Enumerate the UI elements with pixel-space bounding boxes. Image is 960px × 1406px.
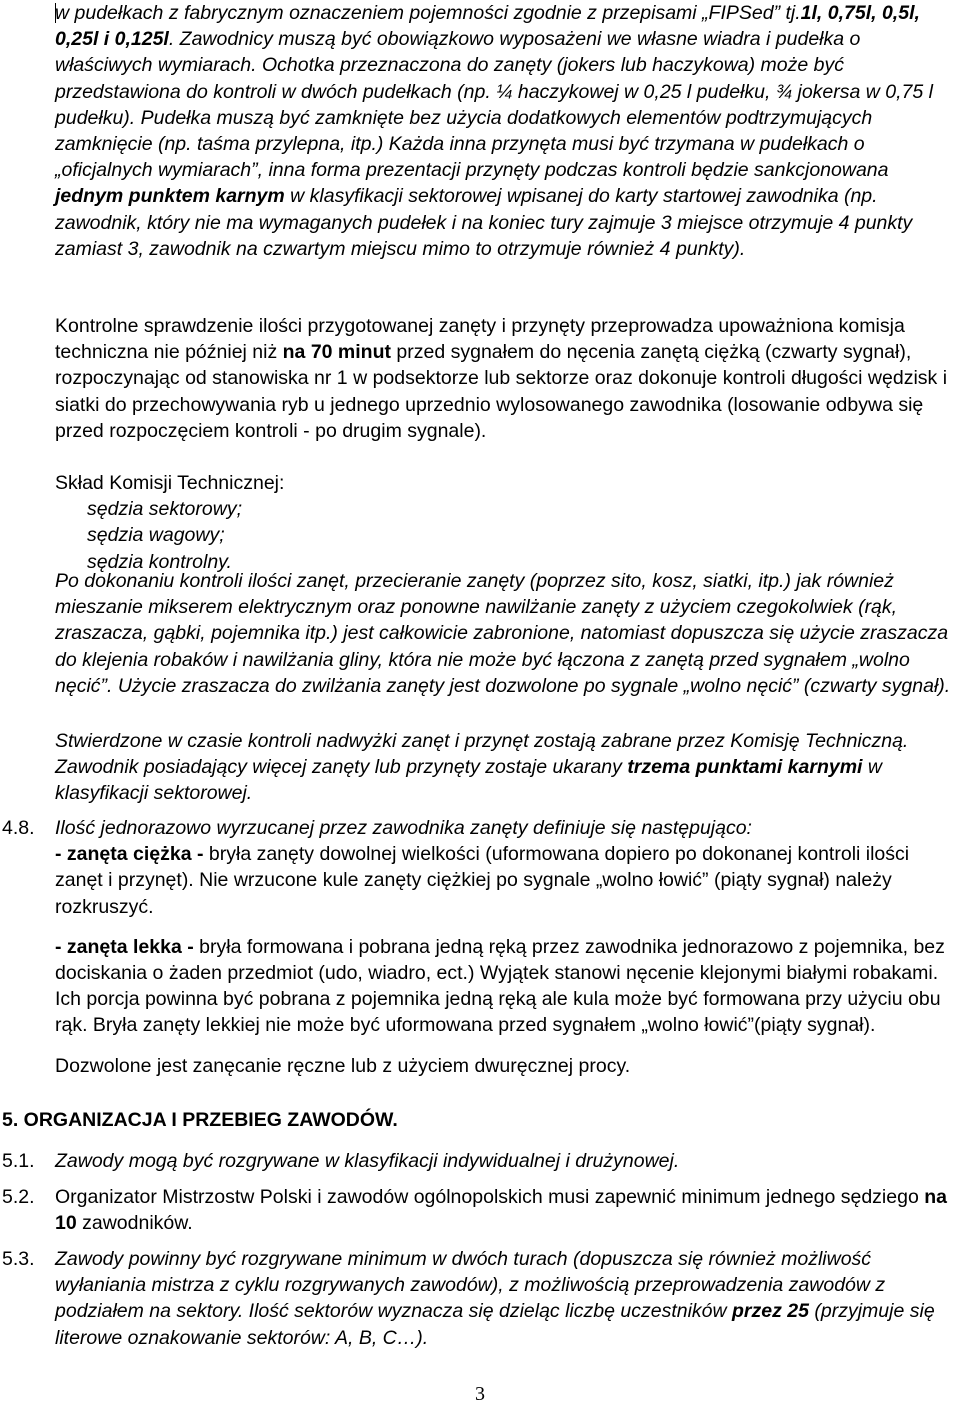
paragraph-surplus: Stwierdzone w czasie kontroli nadwyżki zanęt i przynęt zostają zabrane przez Komisję Techniczną. Zawodnik posiadający więcej zanęty lub przynęty zostaje ukarany trzema punktami karnymi w klasyfikacji sektorowej. bbox=[55, 730, 909, 805]
section-number: 5.2. bbox=[2, 1186, 35, 1208]
paragraph-control-check: Kontrolne sprawdzenie ilości przygotowanej zanęty i przynęty przeprowadza upoważniona komisja techniczna nie później niż na 70 minut przed sygnałem do nęcenia zanętą ciężką (czwarty sygnał), rozpoczynając od stanowiska nr 1 w podsektorze lub sektorze oraz dokonuje kontroli długości wędzisk i siatki do przechowywania ryb u jednego uprzednio wylosowanego zawodnika (losowanie odbywa się przed rozpoczęciem kontroli - po drugim sygnale). bbox=[55, 315, 948, 442]
paragraph-boxes: w pudełkach z fabrycznym oznaczeniem pojemności zgodnie z przepisami „FIPSed” tj.1l, 0,75l, 0,5l, 0,25l i 0,125l. Zawodnicy muszą być obowiązkowo wyposażeni we własne wiadra i pudełka o właściwych wymiarach. Ochotka przeznaczona do zanęty (jokers lub haczykowa) może być przedstawiona do kontroli w dwóch pudełkach (np. ¼ haczykowej w 0,25 l pudełku, ¾ jokersa w 0,75 l pudełku). Pudełka muszą być zamknięte bez użycia dodatkowych elementów podtrzymujących zamknięcie (np. taśma przylepna, itp.) Każda inna przynęta musi być trzymana w pudełkach o „oficjalnych wymiarach”, inna forma prezentacji przynęty podczas kontroli będzie sankcjonowana jednym punktem karnym w klasyfikacji sektorowej wpisanej do karty startowej zawodnika (np. zawodnik, który nie ma wymaganych pudełek i na koniec tury zajmuje 3 miejsce otrzymuje 4 punkty zamiast 3, zawodnik na czwartym miejscu mimo to otrzymuje również 4 punkty). bbox=[55, 2, 933, 260]
commission-title: Skład Komisji Technicznej: bbox=[55, 472, 285, 494]
heavy-groundbait: - zanęta ciężka - bryła zanęty dowolnej wielkości (uformowana dopiero po dokonanej kontroli ilości zanęt i przynęt). Nie wrzucone kule zanęty ciężkiej po sygnale „wolno łowić” (piąty sygnał) należy rozkruszyć. bbox=[55, 843, 910, 918]
section-5-1: Zawody mogą być rozgrywane w klasyfikacji indywidualnej i drużynowej. bbox=[55, 1150, 680, 1172]
list-item: sędzia wagowy; bbox=[87, 524, 225, 547]
section-intro: Ilość jednorazowo wyrzucanej przez zawodnika zanęty definiuje się następująco: bbox=[55, 817, 752, 839]
section-5-2: Organizator Mistrzostw Polski i zawodów ogólnopolskich musi zapewnić minimum jednego sędziego na 10 zawodników. bbox=[55, 1186, 947, 1235]
section-number: 4.8. bbox=[2, 817, 35, 839]
section-number: 5.1. bbox=[2, 1150, 35, 1172]
manual-baiting: Dozwolone jest zanęcanie ręczne lub z użyciem dwuręcznej procy. bbox=[55, 1054, 631, 1077]
section-4-8 bbox=[55, 815, 955, 1079]
paragraph-after-control: Po dokonaniu kontroli ilości zanęt, przecieranie zanęty (poprzez sito, kosz, siatki, itp.) jak również mieszanie mikserem elektrycznym oraz ponowne nawilżanie zanęty z użyciem czegokolwiek (rąk, zraszacza, gąbki, pojemnika itp.) jest całkowicie zabronione, natomiast dopuszcza się użycie zraszacza do klejenia robaków i nawilżania gliny, która nie może być łączona z zanętą przed sygnałem „wolno nęcić”. Użycie zraszacza do zwilżania zanęty jest dozwolone po sygnale „wolno nęcić” (czwarty sygnał). bbox=[55, 570, 951, 697]
page-number: 3 bbox=[475, 1383, 485, 1405]
commission-list bbox=[55, 470, 955, 575]
list-item: sędzia sektorowy; bbox=[87, 498, 242, 521]
section-number: 5.3. bbox=[2, 1248, 35, 1270]
light-groundbait: - zanęta lekka - bryła formowana i pobrana jedną ręką przez zawodnika jednorazowo z pojemnika, bez dociskania o żaden przedmiot (udo, wiadro, ect.) Wyjątek stanowi nęcenie klejonymi białymi robakami. Ich porcja powinna być pobrana z pojemnika jedną ręką ale kula może być formowana przy użyciu obu rąk. Bryła zanęty lekkiej nie może być uformowana przed sygnałem „wolno łowić”(piąty sygnał). bbox=[55, 935, 945, 1037]
section-5-3: Zawody powinny być rozgrywane minimum w dwóch turach (dopuszcza się również możliwość wyłaniania mistrza z cyklu rozgrywanych zawodów), z możliwością przeprowadzenia zawodów z podziałem na sektory. Ilość sektorów wyznacza się dzieląc liczbę uczestników przez 25 (przyjmuje się literowe oznakowanie sektorów: A, B, C…). bbox=[55, 1248, 935, 1349]
section-5-heading: 5. ORGANIZACJA I PRZEBIEG ZAWODÓW. bbox=[2, 1109, 398, 1131]
list-item: sędzia kontrolny. bbox=[87, 550, 232, 573]
